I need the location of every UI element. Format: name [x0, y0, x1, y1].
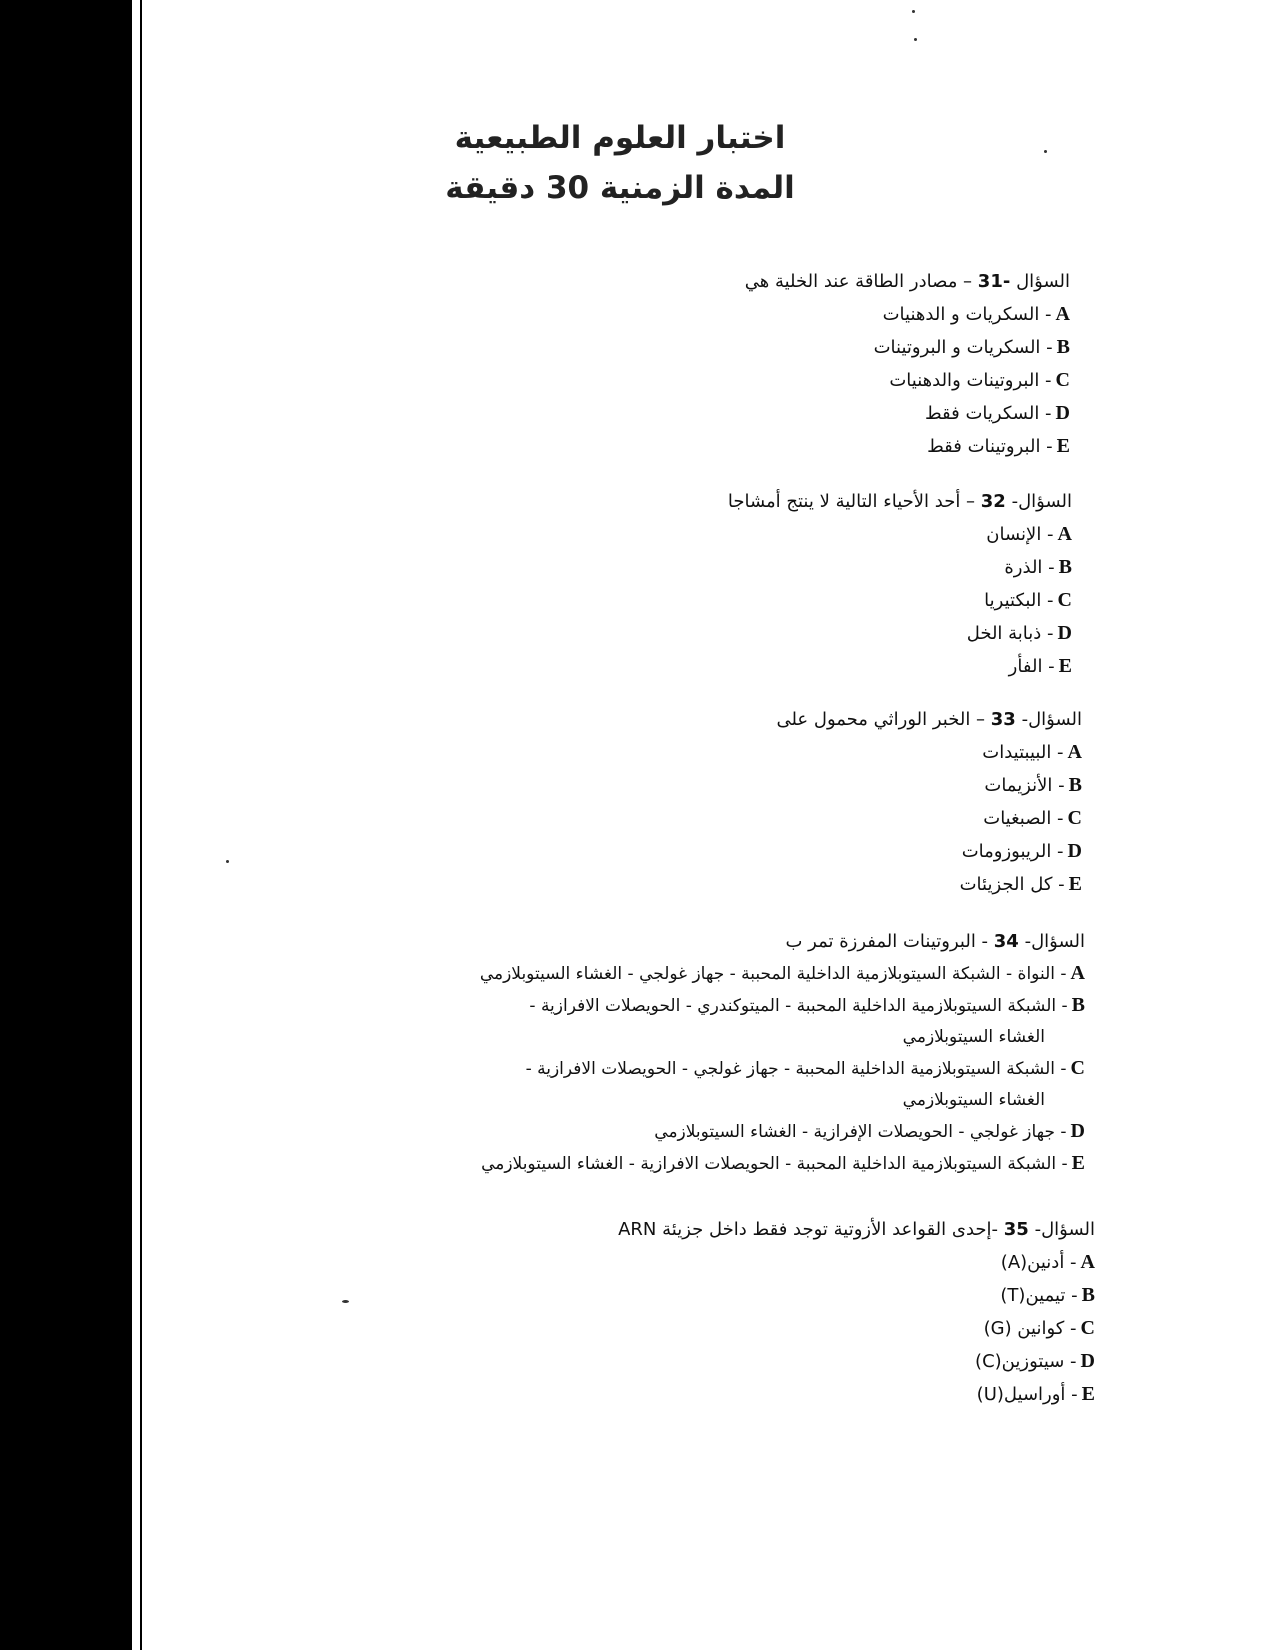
question-31 — [745, 266, 1070, 463]
question-text: – مصادر الطاقة عند الخلية هي — [744, 271, 973, 292]
option-e: E- الفأر — [1008, 655, 1072, 677]
exam-duration: المدة الزمنية 30 دقيقة — [445, 170, 795, 206]
question-header — [728, 486, 1072, 518]
question-number: -31 — [977, 271, 1011, 292]
question-35 — [618, 1214, 1095, 1411]
scan-speck — [226, 860, 229, 863]
option-c: C- البكتيريا — [984, 589, 1072, 611]
scan-speck — [912, 10, 915, 13]
option-a: A- أدنين(A) — [1000, 1251, 1095, 1273]
option-a: A- البيبتيدات — [982, 741, 1082, 763]
question-33 — [776, 704, 1082, 901]
option-d: D- ذبابة الخل — [966, 622, 1072, 644]
question-text: – الخبر الوراثي محمول على — [776, 709, 986, 730]
option-e: E- أوراسيل(U) — [976, 1383, 1095, 1405]
scan-speck — [1044, 150, 1047, 153]
question-number: 33 — [990, 709, 1016, 730]
option-e: E- كل الجزيئات — [959, 873, 1082, 895]
option-b: B- الذرة — [1004, 556, 1072, 578]
question-text: – أحد الأحياء التالية لا ينتج أمشاجا — [727, 491, 976, 512]
option-continuation: الغشاء السيتوبلازمي — [902, 1090, 1045, 1110]
option-a: A- الإنسان — [986, 523, 1072, 545]
question-header — [618, 1214, 1095, 1246]
question-label: السؤال- — [1034, 1219, 1095, 1240]
option-e: E- الشبكة السيتوبلازمية الداخلية المحببة - الحويصلات الافرازية - الغشاء السيتوبلازمي — [481, 1152, 1085, 1174]
option-c: C- البروتينات والدهنيات — [889, 369, 1070, 391]
scan-speck — [342, 1300, 349, 1303]
question-header — [776, 704, 1082, 736]
option-d: D- سيتوزين(C) — [975, 1350, 1095, 1372]
option-e: E- البروتينات فقط — [927, 435, 1070, 457]
option-c: C- الصبغيات — [983, 807, 1082, 829]
scan-dark-edge — [0, 0, 132, 1650]
option-d: D- السكريات فقط — [924, 402, 1070, 424]
question-label: السؤال- — [1011, 491, 1072, 512]
option-a: A- النواة - الشبكة السيتوبلازمية الداخلية المحببة - جهاز غولجي - الغشاء السيتوبلازمي — [479, 962, 1085, 984]
scan-margin-line — [140, 0, 142, 1650]
question-label: السؤال- — [1021, 709, 1082, 730]
question-number: 32 — [980, 491, 1006, 512]
question-34 — [480, 926, 1085, 1180]
exam-title: اختبار العلوم الطبيعية — [454, 120, 786, 156]
question-label: السؤال — [1016, 271, 1070, 292]
question-header — [745, 266, 1070, 298]
question-label: السؤال- — [1024, 931, 1085, 952]
question-32 — [728, 486, 1072, 683]
option-b: B- الأنزيمات — [984, 774, 1082, 796]
option-c: C- الشبكة السيتوبلازمية الداخلية المحببة - جهاز غولجي - الحويصلات الافرازية - الغشاء السيتوبلازمي — [480, 1053, 1085, 1116]
option-b: B- تيمين(T) — [1000, 1284, 1095, 1306]
question-number: 35 — [1003, 1219, 1029, 1240]
question-number: 34 — [993, 931, 1019, 952]
option-a: A- السكريات و الدهنيات — [882, 303, 1070, 325]
option-continuation: الغشاء السيتوبلازمي — [902, 1027, 1045, 1047]
option-b: B- السكريات و البروتينات — [873, 336, 1070, 358]
option-c: C- كوانين (G) — [983, 1317, 1095, 1339]
option-d: D- جهاز غولجي - الحويصلات الإفرازية - الغشاء السيتوبلازمي — [654, 1120, 1085, 1142]
scan-speck — [914, 38, 917, 41]
option-b: B- الشبكة السيتوبلازمية الداخلية المحببة - الميتوكندري - الحويصلات الافرازية - الغشاء السيتوبلازمي — [480, 990, 1085, 1053]
question-header — [480, 926, 1085, 958]
option-d: D- الريبوزومات — [961, 840, 1082, 862]
question-text: -إحدى القواعد الأزوتية توجد فقط داخل جزيئة ARN — [618, 1219, 999, 1240]
question-text: - البروتينات المفرزة تمر ب — [785, 931, 989, 952]
